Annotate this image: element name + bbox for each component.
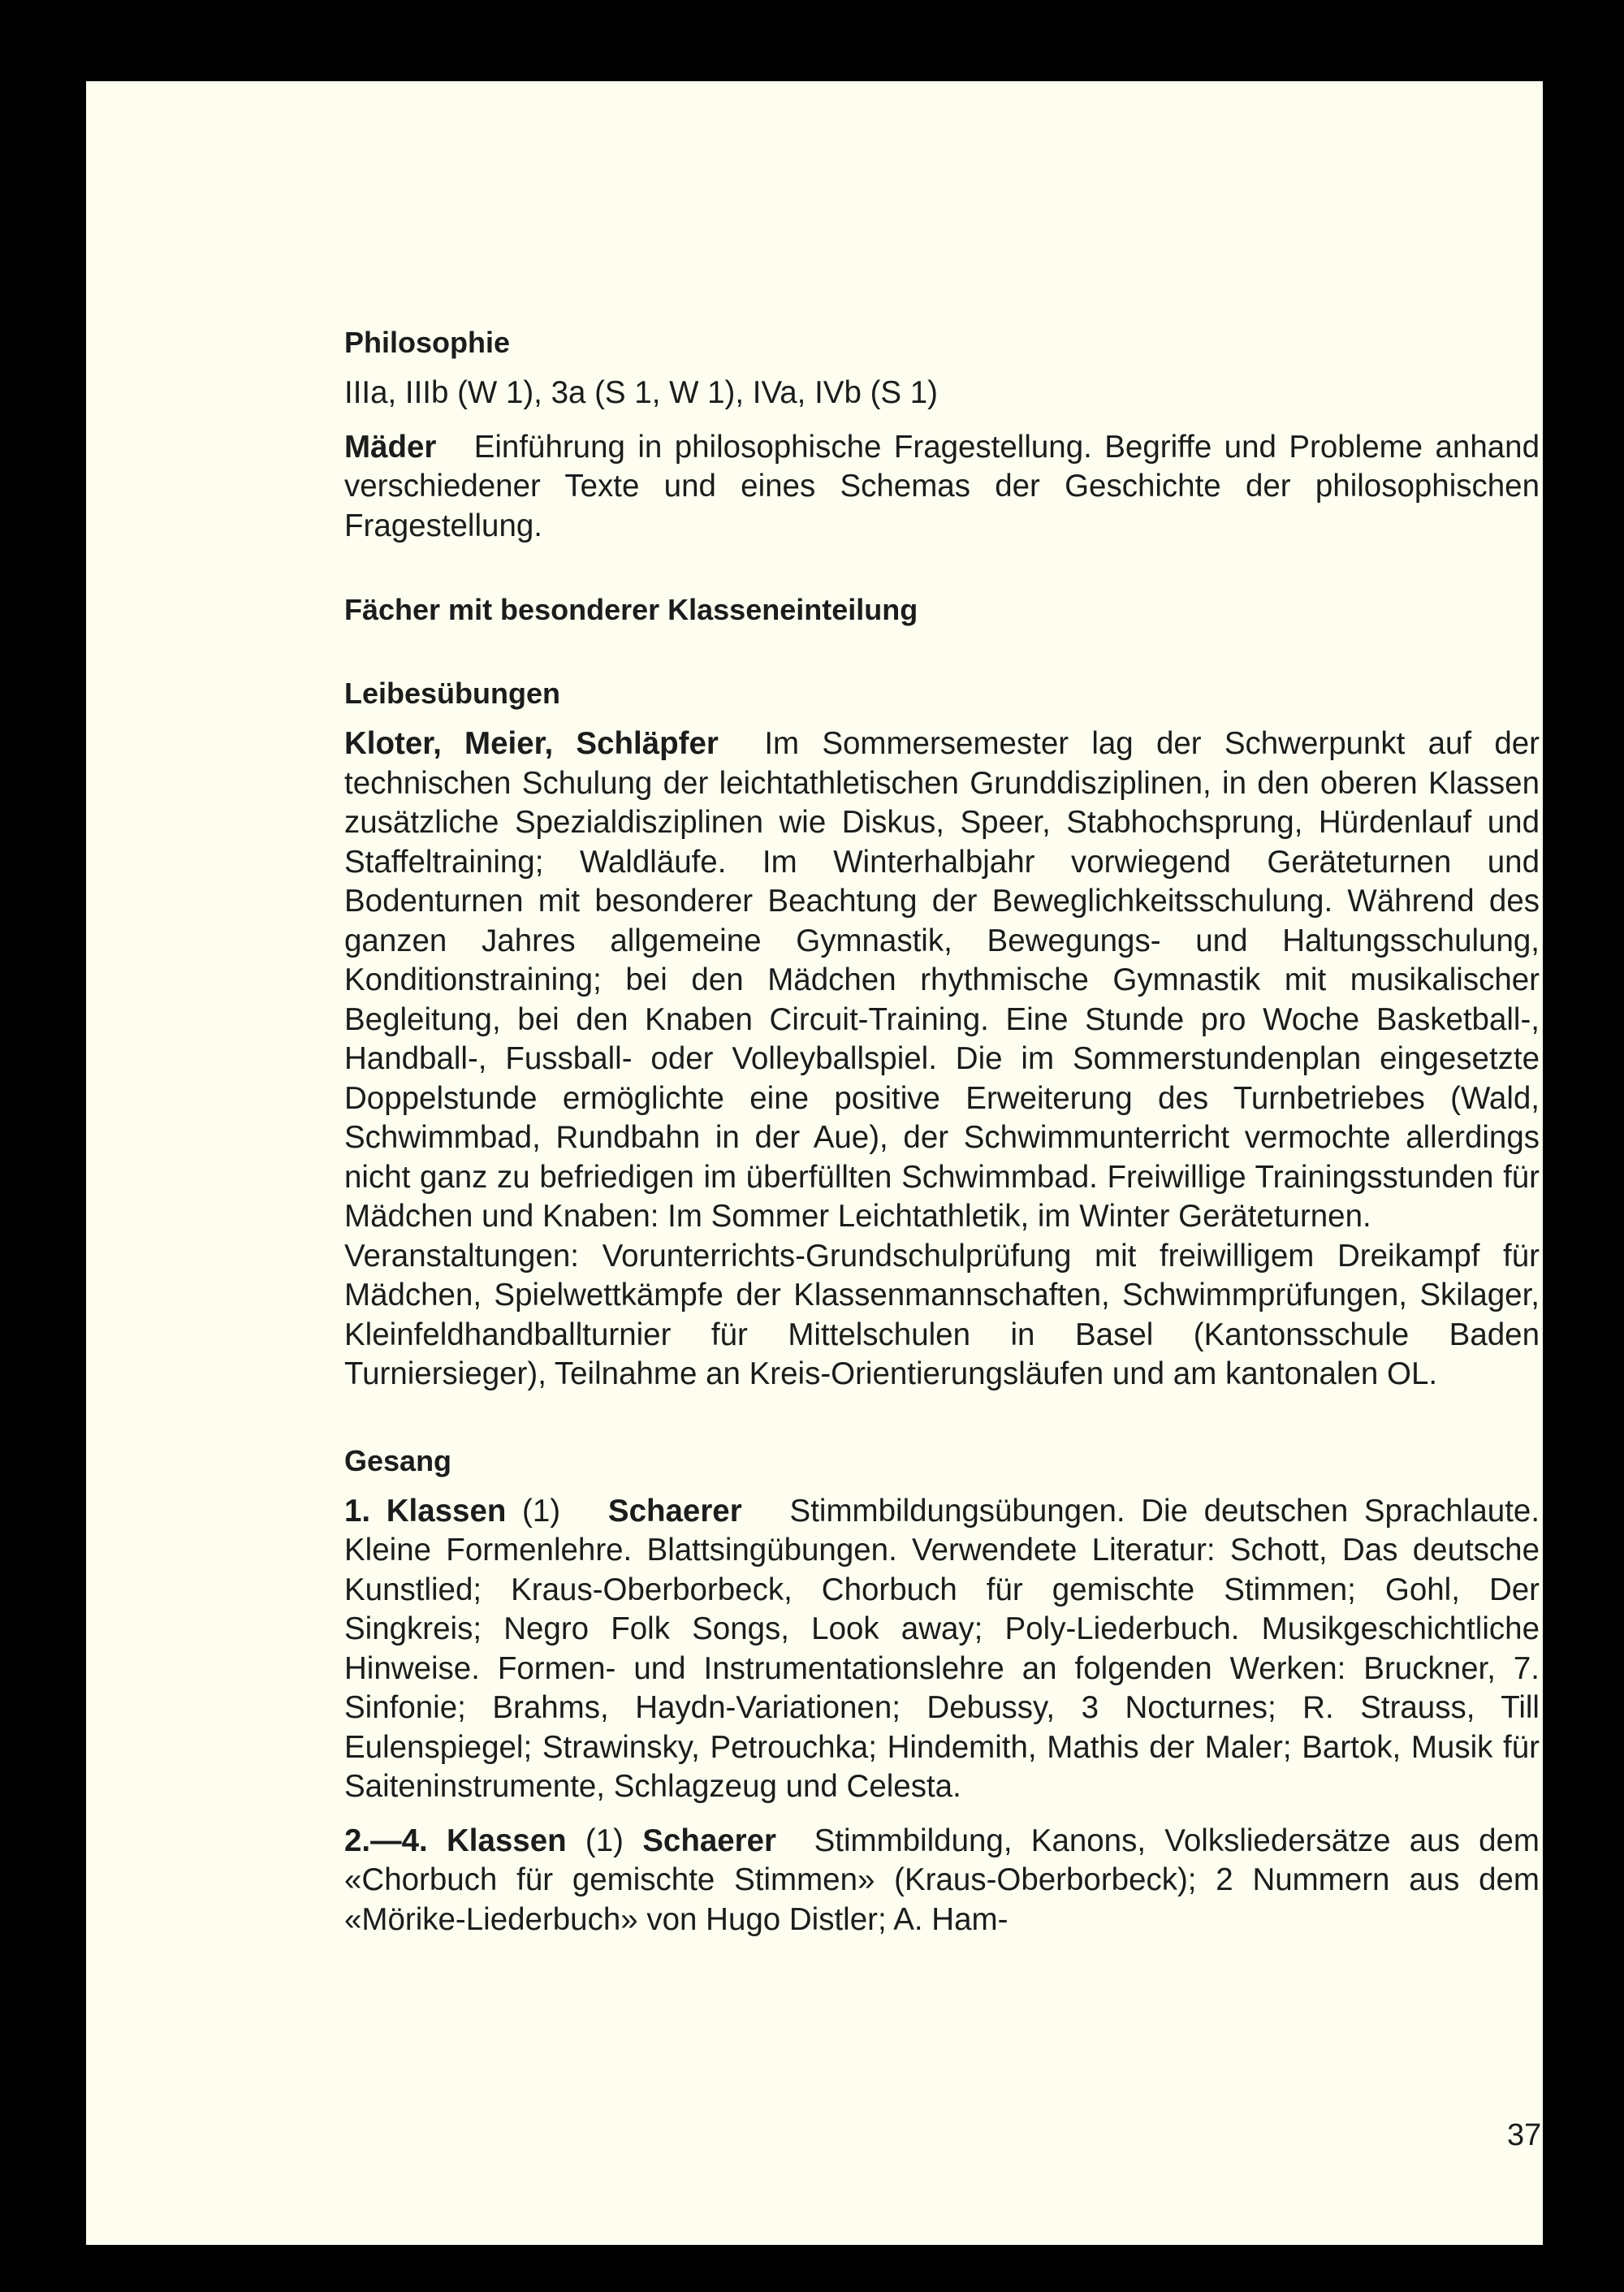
philosophie-paragraph <box>344 428 1540 547</box>
philosophie-classes: IIIa, IIIb (W 1), 3a (S 1, W 1), IVa, IVb (S 1) <box>344 375 938 410</box>
gesang-first-text: Stimmbildungsübungen. Die deutschen Sprachlaute. Kleine Formenlehre. Blattsingübungen. Verwendete Literatur: Schott, Das deutsche Kunstlied; Kraus-Oberborbeck, Chorbuch für gemischte Stimmen; Gohl, Der Singkreis; Negro Folk Songs, Look away; Poly-Liederbuch. Musikgeschichtliche Hinweise. Formen- und Instrumentationslehre an folgenden Werken: Bruckner, 7. Sinfonie; Brahms, Haydn-Variationen; Debussy, 3 Nocturnes; R. Strauss, Till Eulenspiegel; Strawinsky, Petrouchka; Hindemith, Mathis der Maler; Bartok, Musik für Saiteninstrumente, Schlagzeug und Celesta. <box>344 1493 1540 1804</box>
heading-philosophie: Philosophie <box>344 326 511 359</box>
heading-faecher: Fächer mit besonderer Klasseneinteilung <box>344 593 918 626</box>
heading-leibesuebungen: Leibesübungen <box>344 677 561 710</box>
gesang-first-classes: 1. Klassen <box>344 1493 507 1529</box>
gesang-first-paragraph <box>344 1492 1540 1807</box>
page-content <box>344 323 1540 1940</box>
gesang-second-text: Stimmbildung, Kanons, Volksliedersätze aus dem «Chorbuch für gemischte Stimmen» (Kraus-Oberborbeck); 2 Nummern aus dem «Mörike-Liederbuch» von Hugo Distler; A. Ham- <box>344 1823 1540 1937</box>
gesang-second-paragraph <box>344 1822 1540 1940</box>
gesang-second-teacher: Schaerer <box>642 1823 777 1858</box>
heading-gesang: Gesang <box>344 1443 452 1477</box>
leibesuebungen-teachers: Kloter, Meier, Schläpfer <box>344 726 719 761</box>
leibesuebungen-text: Im Sommersemester lag der Schwerpunkt auf der technischen Schulung der leichtathletischen Grunddisziplinen, in den oberen Klassen zusätzliche Spezialdisziplinen wie Diskus, Speer, Stabhochsprung, Hürdenlauf und Staffeltraining; Waldläufe. Im Winterhalbjahr vorwiegend Geräteturnen und Bodenturnen mit besonderer Beachtung der Beweglichkeitsschulung. Während des ganzen Jahres allgemeine Gymnastik, Bewegungs- und Haltungsschulung, Konditionstraining; bei den Mädchen rhythmische Gymnastik mit musikalischer Begleitung, bei den Knaben Circuit-Training. Eine Stunde pro Woche Basketball-, Handball-, Fussball- oder Volleyballspiel. Die im Sommerstundenplan eingesetzte Doppelstunde ermöglichte eine positive Erweiterung des Turnbetriebes (Wald, Schwimmbad, Rundbahn in der Aue), der Schwimmunterricht vermochte allerdings nicht ganz zu befriedigen im überfüllten Schwimmbad. Freiwillige Trainingsstunden für Mädchen und Knaben: Im Sommer Leichtathletik, im Winter Geräteturnen. <box>344 726 1540 1234</box>
leibesuebungen-events: Veranstaltungen: Vorunterrichts-Grundschulprüfung mit freiwilligem Dreikampf für Mädchen, Spielwettkämpfe der Klassenmannschaften, Schwimmprüfungen, Skilager, Kleinfeldhandballturnier für Mittelschulen in Basel (Kantonsschule Baden Turniersieger), Teilnahme an Kreis-Orientierungsläufen und am kantonalen OL. <box>344 1238 1540 1391</box>
leibesuebungen-paragraph <box>344 724 1540 1237</box>
philosophie-text: Einführung in philosophische Fragestellung. Begriffe und Probleme anhand verschiedener Texte und eines Schemas der Geschichte der philosophischen Fragestellung. <box>344 429 1540 543</box>
gesang-second-count: (1) <box>585 1823 624 1858</box>
document-page <box>86 81 1543 2245</box>
page-number: 37 <box>1507 2118 1542 2152</box>
philosophie-teacher: Mäder <box>344 429 437 465</box>
gesang-first-teacher: Schaerer <box>607 1493 742 1529</box>
gesang-first-count: (1) <box>522 1493 561 1529</box>
gesang-second-classes: 2.—4. Klassen <box>344 1823 567 1858</box>
